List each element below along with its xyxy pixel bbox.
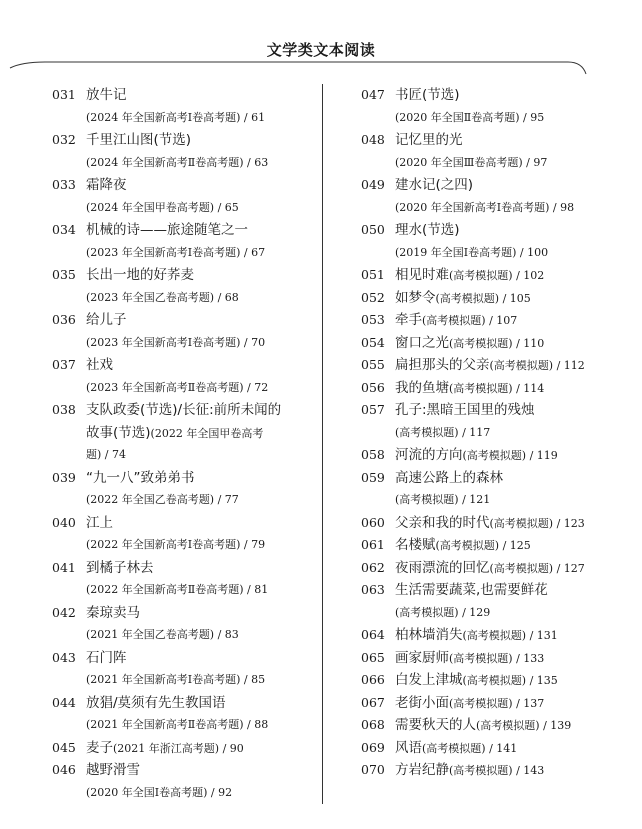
entry-title-text: 父亲和我的时代: [395, 514, 490, 531]
toc-entry: [361, 647, 623, 670]
toc-entry: [361, 399, 623, 422]
entry-source: (2023 年全国新高考Ⅱ卷高考题) / 72: [86, 380, 269, 394]
entry-title-text: 牵手: [395, 312, 422, 328]
entry-source: (2021 年浙江高考题) / 90: [113, 741, 244, 755]
toc-entry: [52, 174, 314, 197]
entry-title: [395, 377, 544, 401]
entry-title: [395, 512, 585, 536]
entry-title: [86, 129, 191, 152]
entry-number: 056: [361, 379, 385, 395]
entry-number: 066: [361, 672, 385, 687]
entry-source: (2020 年全国新高考Ⅰ卷高考题) / 98: [395, 200, 575, 214]
entry-source: (2021 年全国乙卷高考题) / 83: [86, 628, 239, 641]
entry-title: [86, 557, 154, 580]
toc-entry: [361, 309, 623, 332]
toc-entry-continuation: [361, 152, 623, 175]
entry-source: (2019 年全国Ⅰ卷高考题) / 100: [395, 245, 549, 259]
entry-source: (高考模拟题) / 105: [435, 291, 531, 305]
entry-number: 032: [52, 132, 76, 147]
entry-title-text: 窗口之光: [395, 334, 449, 351]
entry-title: [86, 602, 140, 625]
entry-title: [86, 174, 127, 197]
toc-entry: [361, 332, 623, 355]
entry-source: (2022 年全国新高考Ⅱ卷高考题) / 81: [86, 583, 269, 596]
entry-title-text: 高速公路上的森林: [395, 469, 503, 486]
toc-entry-continuation: [52, 444, 314, 467]
entry-title: [86, 512, 113, 535]
entry-title-text: 麦子: [86, 739, 113, 756]
column-divider: [322, 84, 323, 804]
entry-title-text: 老街小面: [395, 694, 449, 711]
toc-entry-continuation: [52, 287, 314, 310]
entry-title-text: 柏林墙消失: [395, 627, 463, 643]
entry-title-text: 放牛记: [86, 87, 127, 103]
entry-title: [395, 287, 531, 311]
entry-source: (2023 年全国新高考Ⅰ卷高考题) / 67: [86, 245, 266, 259]
toc-entry: [52, 129, 314, 152]
entry-number: 057: [361, 402, 385, 417]
toc-entry-continuation: [52, 624, 314, 647]
entry-source: (2020 年全国Ⅲ卷高考题) / 97: [395, 155, 548, 169]
entry-title-text: 河流的方向: [395, 447, 463, 463]
entry-number: 044: [52, 694, 76, 710]
toc-right-column: [361, 84, 623, 782]
toc-entry-continuation: [361, 197, 623, 220]
entry-title-text: 秦琼卖马: [86, 604, 140, 621]
entry-number: 063: [361, 582, 385, 597]
entry-source: (高考模拟题) / 119: [462, 449, 558, 462]
toc-entry: [52, 467, 314, 490]
entry-source: (高考模拟题) / 112: [489, 359, 585, 372]
entry-title-text: 建水记(之四): [395, 177, 474, 193]
toc-entry: [52, 557, 314, 580]
entry-title: [86, 309, 127, 332]
toc-entry: [361, 759, 623, 782]
toc-entry: [52, 512, 314, 535]
entry-title: [395, 692, 544, 716]
toc-entry-continuation: [52, 489, 314, 512]
entry-title: [395, 579, 548, 602]
entry-title: [395, 174, 473, 197]
entry-number: 037: [52, 357, 76, 372]
toc-entry-continuation: [361, 242, 623, 265]
entry-title: [86, 354, 113, 377]
entry-title-text: 到橘子林去: [86, 559, 154, 576]
entry-title: [86, 84, 127, 107]
entry-title-text: 画家厨师: [395, 649, 449, 666]
toc-entry-continuation: [52, 107, 314, 130]
entry-source: (2023 年全国新高考Ⅰ卷高考题) / 70: [86, 335, 266, 349]
entry-number: 065: [361, 649, 385, 665]
toc-left-column: [52, 84, 314, 804]
entry-title-text: 石门阵: [86, 649, 127, 666]
entry-title: [86, 264, 194, 287]
toc-entry: [52, 399, 314, 422]
toc-entry: [361, 219, 623, 242]
toc-entry-continuation: [52, 579, 314, 602]
toc-entry-continuation: [52, 782, 314, 805]
entry-number: 040: [52, 514, 76, 530]
entry-source: (高考模拟题) / 127: [489, 561, 585, 575]
entry-number: 035: [52, 267, 76, 282]
toc-entry: [361, 287, 623, 310]
entry-title-text: 书匠(节选): [395, 87, 460, 103]
entry-number: 061: [361, 537, 385, 552]
entry-title: [86, 759, 140, 782]
toc-entry: [361, 714, 623, 737]
entry-title-text: 白发上津城: [395, 672, 463, 688]
entry-number: 068: [361, 717, 385, 732]
toc-entry: [361, 512, 623, 535]
entry-title: [395, 219, 460, 242]
entry-number: 070: [361, 762, 385, 777]
toc-entry-continuation: [361, 602, 623, 625]
entry-source: 题) / 74: [86, 448, 126, 461]
toc-entry: [52, 354, 314, 377]
entry-number: 054: [361, 334, 385, 350]
entry-source: (高考模拟题) / 125: [435, 539, 531, 552]
entry-source: (2022 年全国新高考Ⅰ卷高考题) / 79: [86, 538, 266, 551]
entry-number: 051: [361, 267, 385, 282]
entry-source: (2021 年全国新高考Ⅰ卷高考题) / 85: [86, 673, 266, 686]
entry-number: 046: [52, 762, 76, 777]
toc-entry: [361, 174, 623, 197]
entry-source: (高考模拟题) / 121: [395, 493, 491, 506]
toc-entry-continuation: [52, 332, 314, 355]
entry-number: 048: [361, 132, 385, 147]
entry-number: 039: [52, 469, 76, 485]
entry-source: (高考模拟题) / 102: [449, 269, 545, 282]
entry-title-text: 名楼赋: [395, 537, 436, 553]
toc-entry-continuation: [52, 377, 314, 400]
entry-number: 033: [52, 177, 76, 192]
entry-number: 062: [361, 559, 385, 575]
entry-source: (2020 年全国Ⅱ卷高考题) / 95: [395, 110, 545, 124]
entry-title-text: 扁担那头的父亲: [395, 357, 490, 373]
entry-title-text: 长出一地的好荞麦: [86, 267, 194, 283]
entry-title-text: 风语: [395, 739, 422, 756]
entry-title-text: 方岩纪静: [395, 762, 449, 778]
entry-title: [395, 332, 544, 356]
entry-source: (高考模拟题) / 133: [449, 651, 545, 665]
entry-source: (高考模拟题) / 135: [462, 674, 558, 687]
toc-entry-continuation: [52, 422, 314, 445]
entry-source: (高考模拟题) / 117: [395, 425, 491, 439]
entry-title: [86, 219, 248, 242]
entry-title: [395, 557, 585, 581]
toc-entry: [361, 84, 623, 107]
toc-entry: [52, 219, 314, 242]
toc-entry: [361, 534, 623, 557]
entry-title-text: 记忆里的光: [395, 132, 463, 148]
entry-number: 069: [361, 739, 385, 755]
entry-title: [395, 737, 517, 761]
entry-source: (2022 年全国乙卷高考题) / 77: [86, 493, 239, 506]
entry-title-text: 越野滑雪: [86, 762, 140, 778]
entry-title: [86, 467, 195, 490]
entry-title: [395, 467, 503, 490]
toc-entry-continuation: [52, 714, 314, 737]
entry-title: [395, 309, 517, 333]
toc-entry: [52, 309, 314, 332]
toc-entry: [361, 557, 623, 580]
entry-title: [86, 692, 226, 715]
entry-number: 042: [52, 604, 76, 620]
entry-title-text: 故事(节选): [86, 424, 151, 441]
toc-entry-continuation: [361, 422, 623, 445]
entry-source: (2024 年全国新高考Ⅱ卷高考题) / 63: [86, 155, 269, 169]
entry-source: (高考模拟题) / 139: [476, 719, 572, 732]
entry-title: [395, 669, 558, 693]
entry-source: (高考模拟题) / 114: [449, 381, 545, 395]
toc-entry: [52, 759, 314, 782]
entry-title: [395, 534, 531, 558]
entry-number: 034: [52, 222, 76, 237]
entry-number: 053: [361, 312, 385, 327]
entry-title-text: 相见时难: [395, 267, 449, 283]
entry-source: (2021 年全国新高考Ⅱ卷高考题) / 88: [86, 718, 269, 731]
entry-title-text: 给儿子: [86, 312, 127, 328]
entry-title: [395, 399, 535, 422]
entry-title-text: 如梦令: [395, 289, 436, 306]
toc-entry-continuation: [52, 197, 314, 220]
entry-title-text: 需要秋天的人: [395, 717, 476, 733]
entry-title-text: 放猖/莫须有先生教国语: [86, 694, 226, 711]
entry-number: 043: [52, 649, 76, 665]
entry-number: 050: [361, 222, 385, 237]
entry-title-text: 理水(节选): [395, 222, 460, 238]
entry-number: 045: [52, 739, 76, 755]
toc-entry: [52, 647, 314, 670]
entry-title: [86, 647, 127, 670]
entry-number: 064: [361, 627, 385, 642]
toc-entry: [52, 737, 314, 760]
section-title: 文学类文本阅读: [266, 41, 376, 59]
entry-number: 047: [361, 87, 385, 102]
toc-entry: [361, 737, 623, 760]
entry-title: [86, 422, 263, 446]
toc-entry: [52, 264, 314, 287]
entry-title: [86, 399, 281, 422]
entry-source: (高考模拟题) / 129: [395, 605, 491, 619]
entry-number: 059: [361, 469, 385, 485]
entry-number: 052: [361, 289, 385, 305]
entry-title-text: 江上: [86, 514, 113, 531]
entry-title: [395, 647, 544, 671]
entry-title-text: 机械的诗——旅途随笔之一: [86, 222, 248, 238]
entry-title: [86, 737, 244, 761]
entry-source: (高考模拟题) / 110: [449, 336, 545, 350]
entry-source: (高考模拟题) / 107: [422, 314, 518, 327]
entry-title: [395, 624, 558, 648]
entry-source: (高考模拟题) / 131: [462, 629, 558, 642]
toc-entry: [361, 467, 623, 490]
entry-title-text: 社戏: [86, 357, 113, 373]
entry-title-text: 我的鱼塘: [395, 379, 449, 396]
entry-title-text: 支队政委(节选)/长征:前所未闻的: [86, 402, 282, 418]
entry-title-text: 夜雨漂流的回忆: [395, 559, 490, 576]
entry-source: (高考模拟题) / 143: [449, 764, 545, 777]
entry-source: (高考模拟题) / 141: [422, 741, 518, 755]
toc-entry: [361, 129, 623, 152]
toc-entry: [361, 377, 623, 400]
entry-title: [395, 84, 460, 107]
toc-entry: [361, 624, 623, 647]
entry-source: (2024 年全国新高考Ⅰ卷高考题) / 61: [86, 110, 266, 124]
toc-entry: [361, 264, 623, 287]
entry-title-text: 生活需要蔬菜,也需要鲜花: [395, 582, 548, 598]
entry-source: (高考模拟题) / 123: [489, 516, 585, 530]
entry-number: 055: [361, 357, 385, 372]
toc-entry: [361, 354, 623, 377]
entry-title: [395, 129, 463, 152]
entry-number: 060: [361, 514, 385, 530]
entry-source: (2023 年全国乙卷高考题) / 68: [86, 290, 239, 304]
entry-title-text: 孔子:黑暗王国里的残烛: [395, 402, 535, 418]
toc-entry-continuation: [52, 152, 314, 175]
entry-source: (高考模拟题) / 137: [449, 696, 545, 710]
entry-number: 058: [361, 447, 385, 462]
toc-entry: [52, 602, 314, 625]
entry-number: 067: [361, 694, 385, 710]
toc-entry: [361, 579, 623, 602]
entry-source: (2020 年全国Ⅰ卷高考题) / 92: [86, 785, 233, 799]
toc-entry: [361, 669, 623, 692]
entry-title: [395, 354, 585, 378]
entry-title: [395, 759, 544, 783]
toc-entry-continuation: [361, 107, 623, 130]
entry-title-text: 千里江山图(节选): [86, 132, 192, 148]
entry-source: (2024 年全国甲卷高考题) / 65: [86, 200, 239, 214]
toc-entry-continuation: [52, 669, 314, 692]
toc-entry: [52, 84, 314, 107]
toc-entry: [361, 692, 623, 715]
entry-number: 036: [52, 312, 76, 327]
entry-number: 041: [52, 559, 76, 575]
toc-entry: [361, 444, 623, 467]
entry-number: 031: [52, 87, 76, 102]
toc-entry-continuation: [52, 242, 314, 265]
toc-entry-continuation: [361, 489, 623, 512]
entry-source: (2022 年全国甲卷高考: [150, 426, 264, 440]
entry-title: [395, 714, 571, 738]
toc-entry-continuation: [52, 534, 314, 557]
entry-title-text: “九一八”致弟弟书: [86, 469, 195, 486]
toc-entry: [52, 692, 314, 715]
entry-number: 049: [361, 177, 385, 192]
entry-title-text: 霜降夜: [86, 177, 127, 193]
entry-number: 038: [52, 402, 76, 417]
entry-title: [395, 444, 558, 468]
entry-title: [395, 264, 544, 288]
